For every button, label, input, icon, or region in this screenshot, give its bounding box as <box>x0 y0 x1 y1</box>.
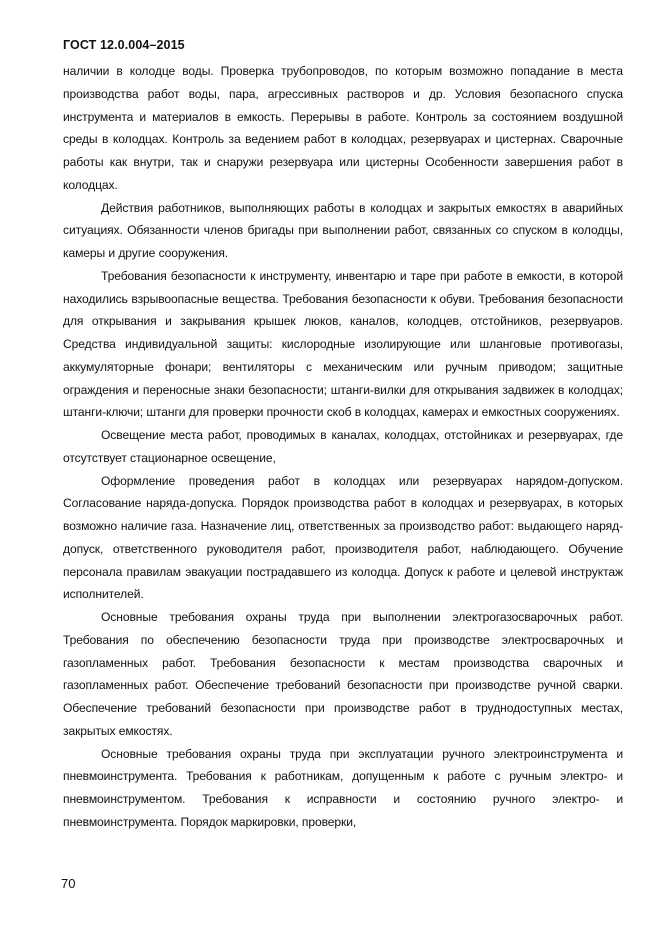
paragraph-emergency-actions: Действия работников, выполняющих работы в колодцах и закрытых емкостях в аварийных ситуациях. Обязанности членов бригады при выполнении работ, связанных со спуском в колодцы, камеры и другие сооружения. <box>63 200 623 260</box>
paragraph-work-permit: Оформление проведения работ в колодцах или резервуарах нарядом-допуском. Согласование наряда-допуска. Порядок производства работ в колодцах и резервуарах, в которых возможно наличие газа. Назначение лиц, ответственных за производство работ: выдающего наряд-допуск, ответственного руководителя работ, производителя работ, наблюдающего. Обучение персонала правилам эвакуации пострадавшего из колодца. Допуск к работе и целевой инструктаж исполнителей. <box>63 473 623 602</box>
paragraph-welding-requirements: Основные требования охраны труда при выполнении электрогазосварочных работ. Требования по обеспечению безопасности труда при производстве электросварочных и газопламенных работ. Требования безопасности к местам производства сварочных и газопламенных работ. Обеспечение требований безопасности при производстве ручной сварки. Обеспечение требований безопасности при производстве работ в труднодоступных местах, закрытых емкостях. <box>63 610 623 738</box>
paragraph-power-tools: Основные требования охраны труда при эксплуатации ручного электроинструмента и пневмоинструмента. Требования к работникам, допущенным к работе с ручным электро- и пневмоинструментом. Требования к исправности и состоянию ручного электро- и пневмоинструмента. Порядок маркировки, проверки, <box>63 746 623 829</box>
paragraph-lighting: Освещение места работ, проводимых в каналах, колодцах, отстойниках и резервуарах, где отсутствует стационарное освещение, <box>63 428 623 465</box>
document-body <box>63 60 623 834</box>
paragraph-tool-safety-requirements: Требования безопасности к инструменту, инвентарю и таре при работе в емкости, в которой находились взрывоопасные вещества. Требования безопасности к обуви. Требования безопасности для открывания и закрывания крышек люков, каналов, колодцев, отстойников, резервуаров. Средства индивидуальной защиты: кислородные изолирующие или шланговые противогазы, аккумуляторные фонари; вентиляторы с механическим или ручным приводом; защитные ограждения и переносные знаки безопасности; штанги-вилки для открывания задвижек в колодцах; штанги-ключи; штанги для проверки прочности скоб в колодцах, камерах и емкостных сооружениях. <box>63 268 623 420</box>
document-header-title: ГОСТ 12.0.004–2015 <box>63 38 185 52</box>
paragraph-continuation: наличии в колодце воды. Проверка трубопроводов, по которым возможно попадание в места производства работ воды, пара, агрессивных растворов и др. Условия безопасного спуска инструмента и материалов в емкость. Перерывы в работе. Контроль за состоянием воздушной среды в колодцах. Контроль за ведением работ в колодцах, резервуарах и цистернах. Сварочные работы как внутри, так и снаружи резервуара или цистерны Особенности завершения работ в колодцах. <box>63 64 623 192</box>
page-number: 70 <box>61 876 76 891</box>
